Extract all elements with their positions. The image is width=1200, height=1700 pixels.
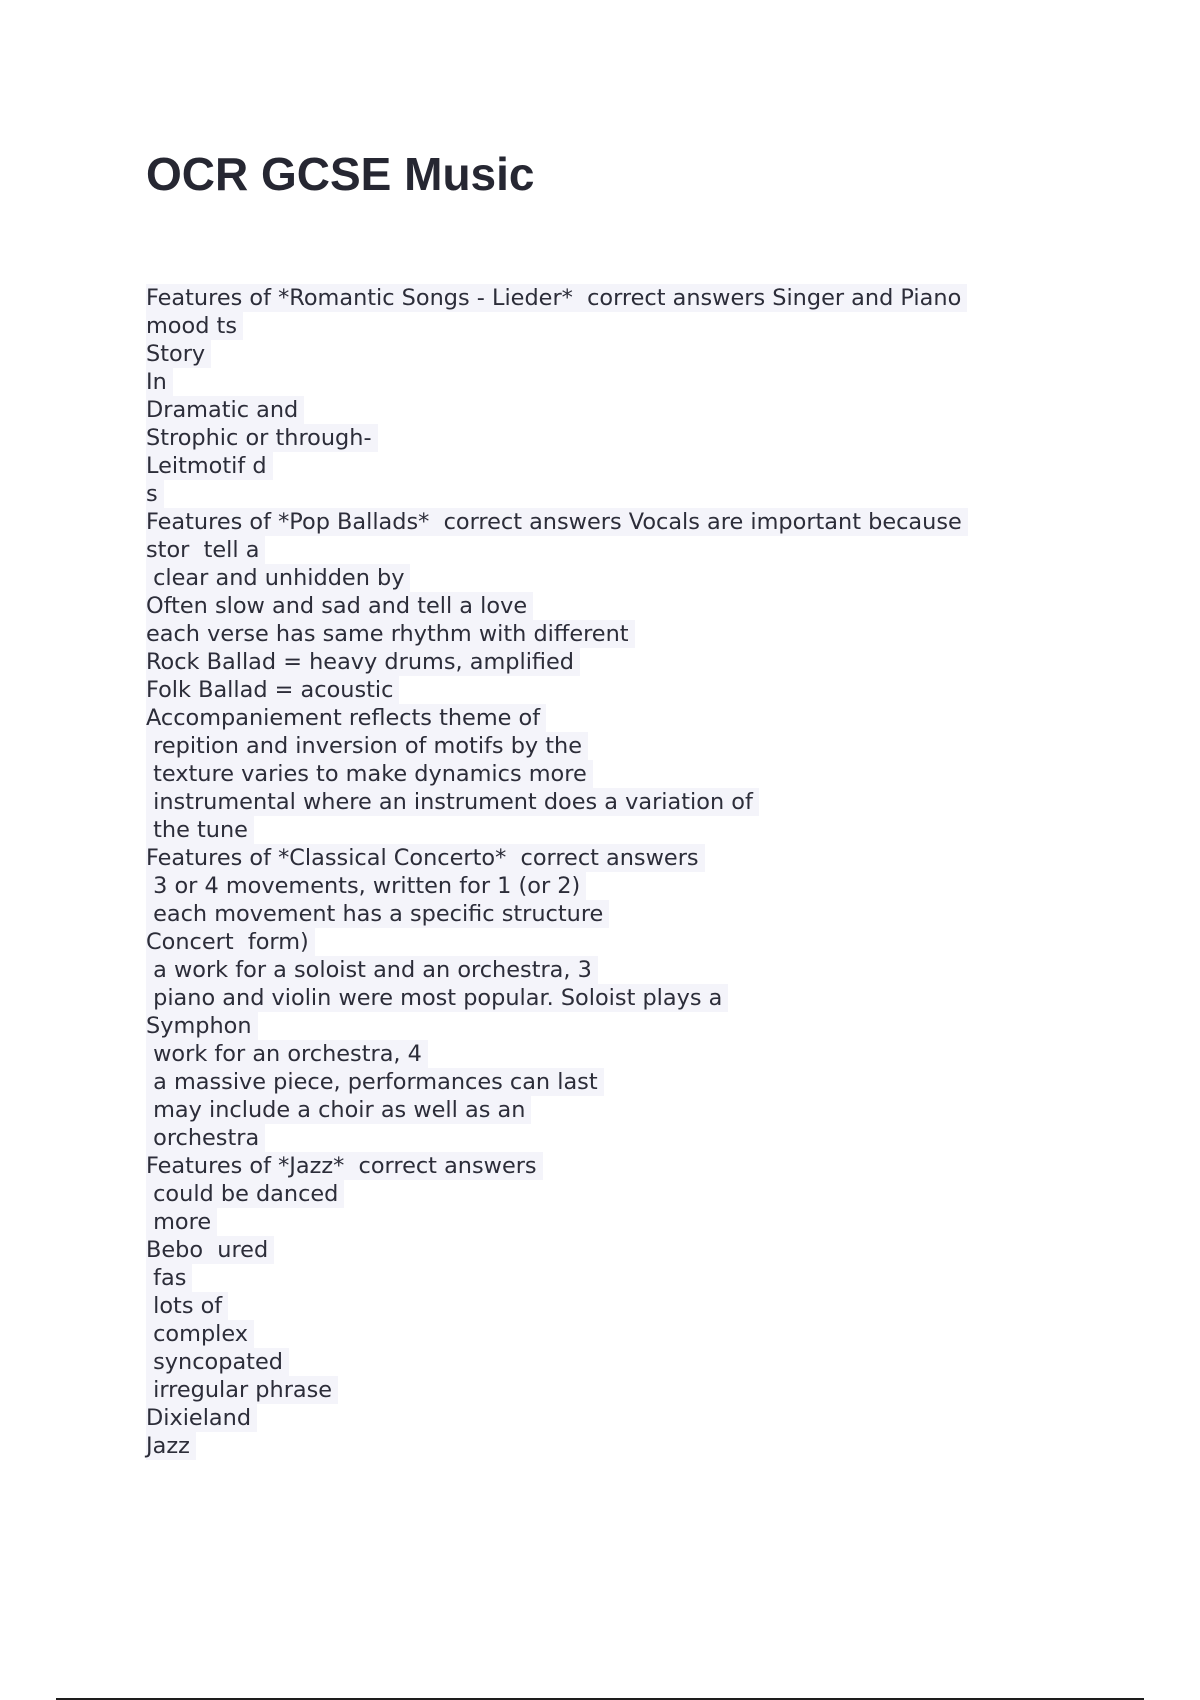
text-line: mood ts (146, 312, 1076, 340)
text-line: Often slow and sad and tell a love (146, 592, 1076, 620)
text-line: In (146, 368, 1076, 396)
text-line: may include a choir as well as an (146, 1096, 1076, 1124)
text-line: Leitmotif d (146, 452, 1076, 480)
text-line: a work for a soloist and an orchestra, 3 (146, 956, 1076, 984)
text-line: Features of *Classical Concerto* correct answers (146, 844, 1076, 872)
text-line: fas (146, 1264, 1076, 1292)
text-line: Dixieland (146, 1404, 1076, 1432)
text-line: s (146, 480, 1076, 508)
text-line: instrumental where an instrument does a variation of (146, 788, 1076, 816)
text-line: work for an orchestra, 4 (146, 1040, 1076, 1068)
text-line: Rock Ballad = heavy drums, amplified (146, 648, 1076, 676)
text-line: could be danced (146, 1180, 1076, 1208)
text-line: irregular phrase (146, 1376, 1076, 1404)
text-line: lots of (146, 1292, 1076, 1320)
text-line: Accompaniement reflects theme of (146, 704, 1076, 732)
text-line: 3 or 4 movements, written for 1 (or 2) (146, 872, 1076, 900)
text-line: more (146, 1208, 1076, 1236)
text-line: Dramatic and (146, 396, 1076, 424)
text-line: the tune (146, 816, 1076, 844)
text-line: Jazz (146, 1432, 1076, 1460)
text-line: Strophic or through- (146, 424, 1076, 452)
text-line: a massive piece, performances can last (146, 1068, 1076, 1096)
text-line: complex (146, 1320, 1076, 1348)
text-line: clear and unhidden by (146, 564, 1076, 592)
text-line: Features of *Pop Ballads* correct answers Vocals are important because (146, 508, 1076, 536)
text-line: repition and inversion of motifs by the (146, 732, 1076, 760)
text-line: texture varies to make dynamics more (146, 760, 1076, 788)
text-line: Features of *Jazz* correct answers (146, 1152, 1076, 1180)
text-line: syncopated (146, 1348, 1076, 1376)
page-title: OCR GCSE Music (146, 148, 535, 200)
text-line: stor tell a (146, 536, 1076, 564)
text-line: Bebo ured (146, 1236, 1076, 1264)
text-line: Folk Ballad = acoustic (146, 676, 1076, 704)
text-line: piano and violin were most popular. Soloist plays a (146, 984, 1076, 1012)
text-line: Story (146, 340, 1076, 368)
text-line: Features of *Romantic Songs - Lieder* correct answers Singer and Piano (146, 284, 1076, 312)
text-line: Symphon (146, 1012, 1076, 1040)
text-line: Concert form) (146, 928, 1076, 956)
text-line: each movement has a specific structure (146, 900, 1076, 928)
text-line: each verse has same rhythm with different (146, 620, 1076, 648)
text-line: orchestra (146, 1124, 1076, 1152)
document-body (146, 284, 1076, 1460)
